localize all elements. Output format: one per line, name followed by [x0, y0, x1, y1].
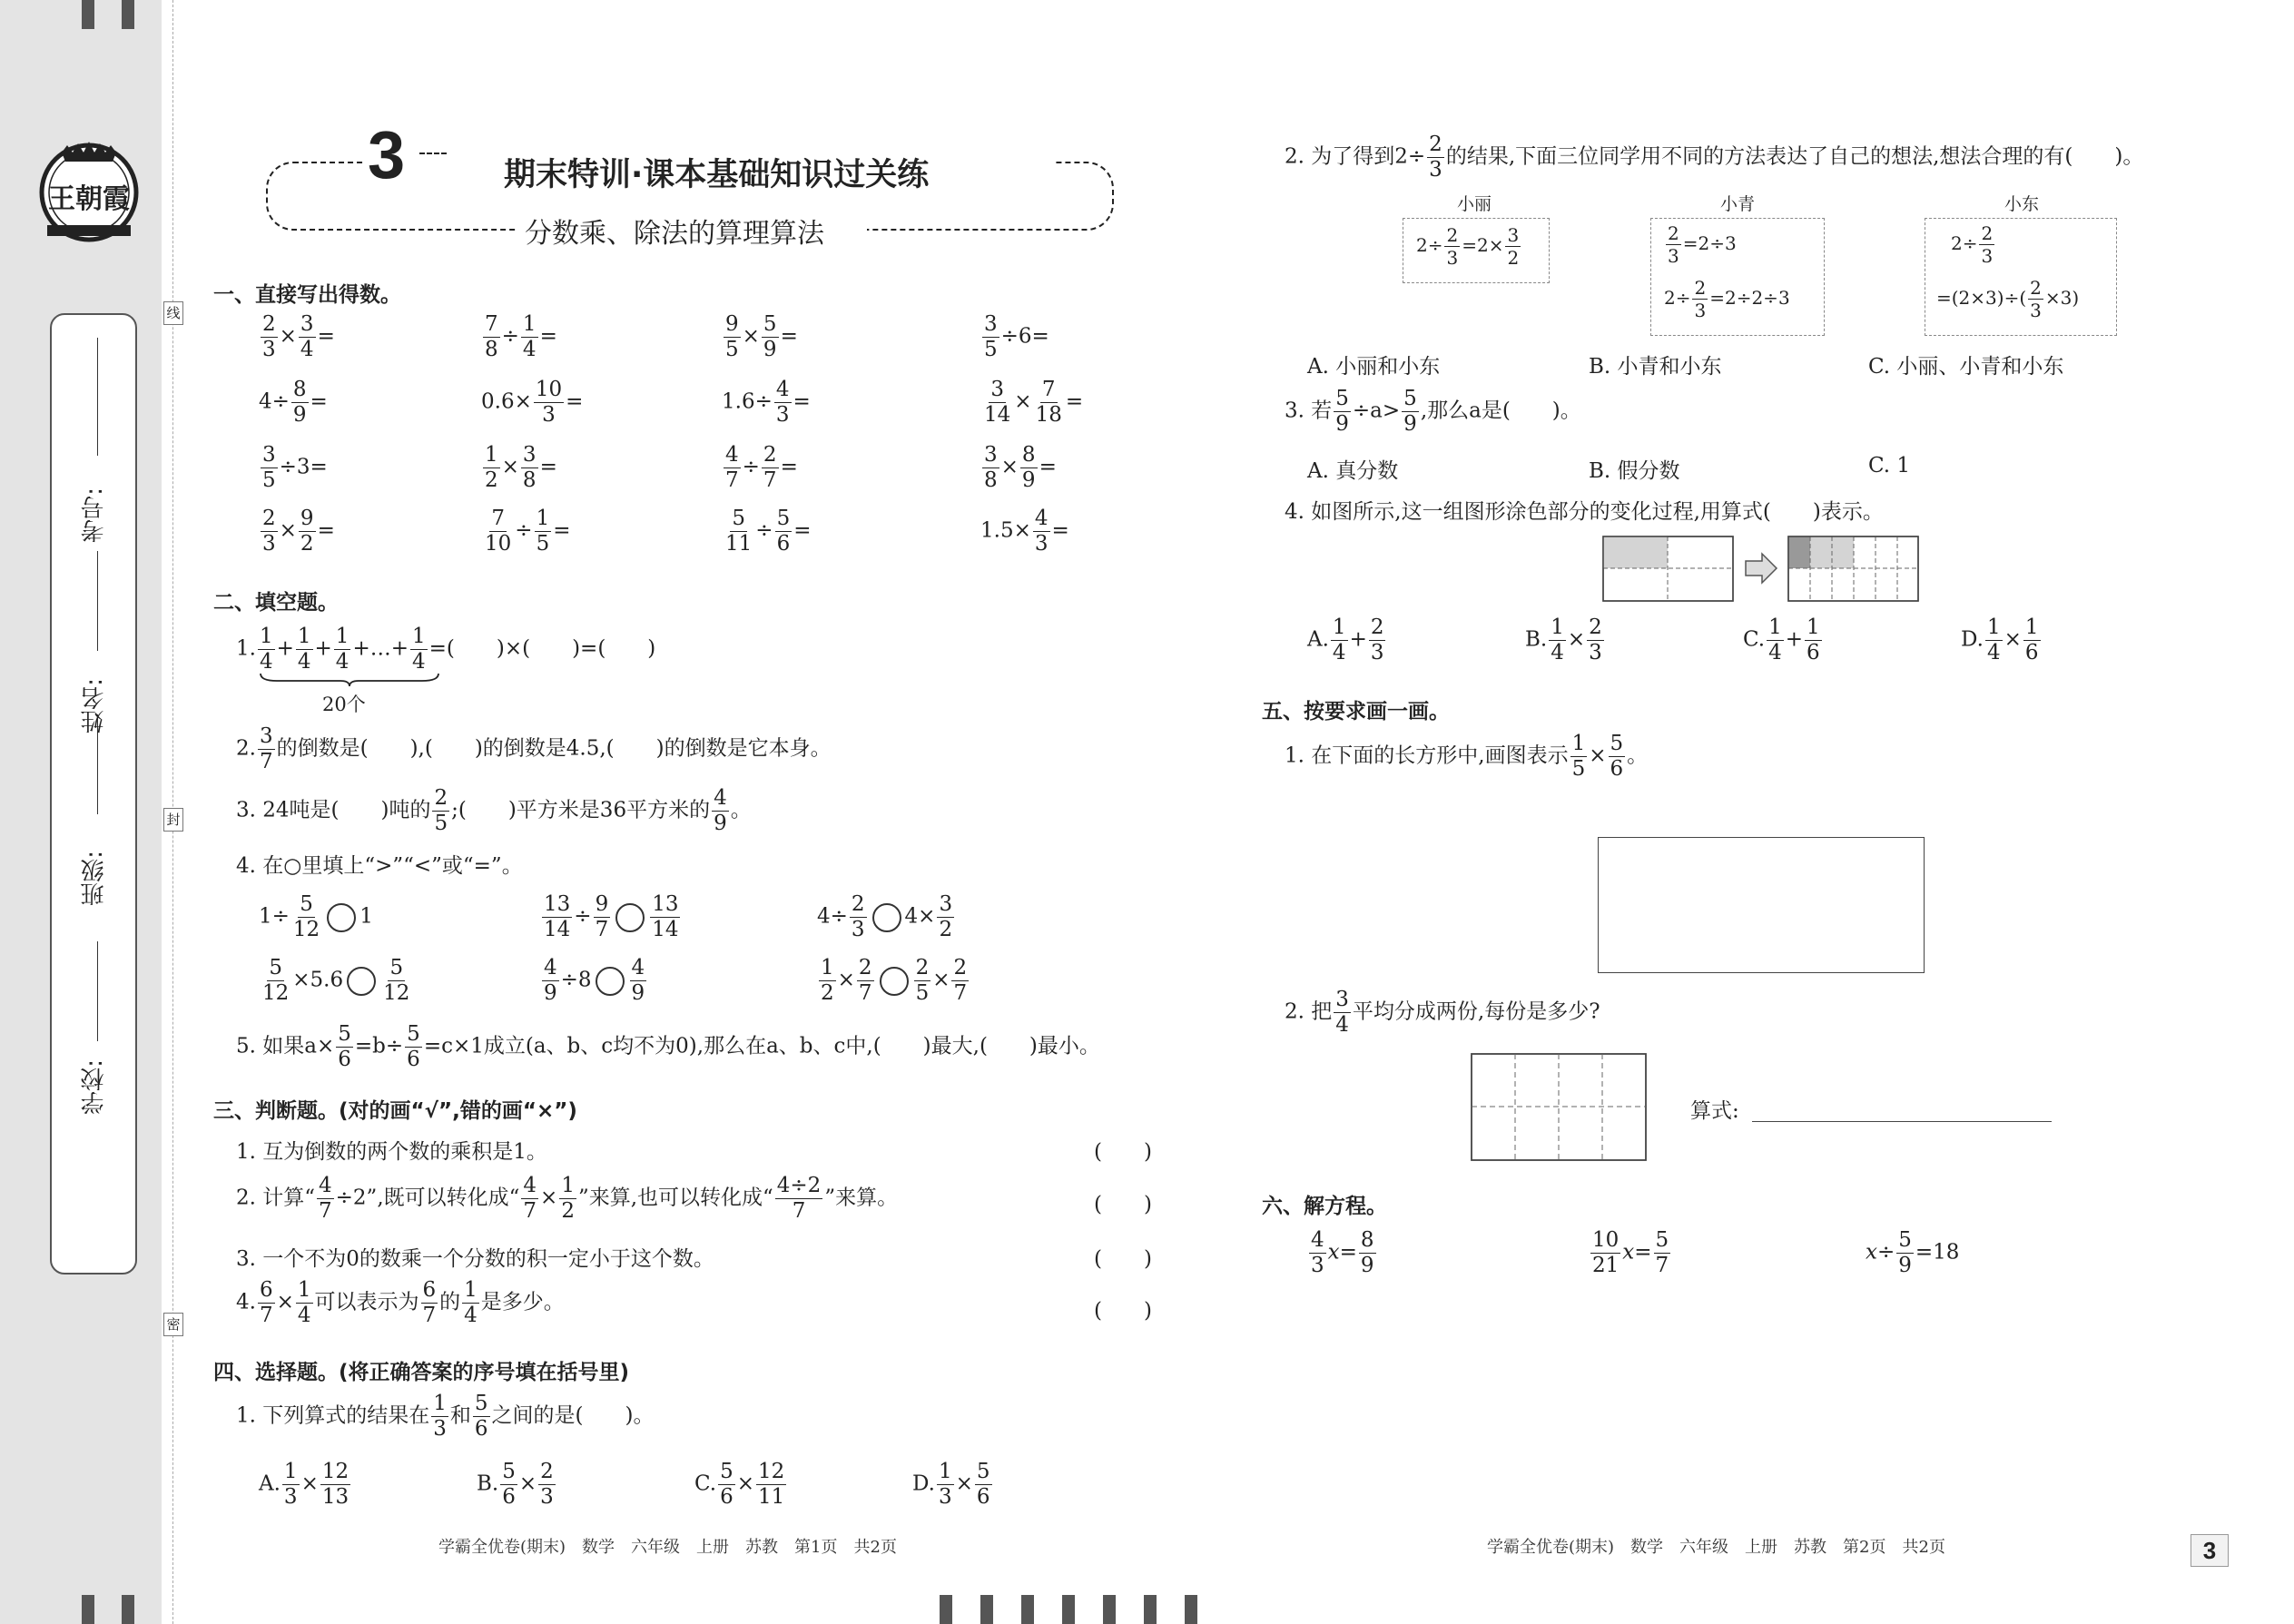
- choice-option[interactable]: A. 真分数: [1307, 459, 1399, 483]
- registration-mark: [1021, 1595, 1034, 1624]
- draw-q2: 2. 把: [1285, 999, 1333, 1024]
- brace-label: 20个: [322, 694, 366, 715]
- choice-q1: 1. 下列算式的结果在: [236, 1403, 430, 1428]
- compare-circle[interactable]: [347, 967, 376, 996]
- choice-option[interactable]: C. 1: [1868, 454, 1911, 477]
- fill-q4: 4. 在○里填上“>”“<”或“=”。: [236, 854, 523, 878]
- seal-mark: 密: [163, 1313, 183, 1336]
- logo-text: 王朝霞: [48, 183, 130, 215]
- compare-circle[interactable]: [596, 967, 625, 996]
- choice-q2: 2. 为了得到: [1285, 144, 1395, 169]
- choice-option[interactable]: B. $\frac{1}{4}$ × $\frac{2}{3}$: [1525, 615, 1602, 664]
- fill-q3-b: ;( )平方米是36平方米的: [451, 798, 711, 822]
- judge-q2-d: ”来算。: [824, 1186, 899, 1210]
- shading-diagram: [1602, 536, 1920, 604]
- student-info-box: [50, 313, 137, 1275]
- registration-mark: [122, 1595, 134, 1624]
- judge-answer[interactable]: ( ): [1094, 1247, 1152, 1271]
- judge-q4-b: 可以表示为: [314, 1290, 419, 1314]
- fill-q5-c: =c×1成立(a、b、c均不为0),那么在a、b、c中,( )最大,( )最小。: [423, 1034, 1100, 1058]
- method-box-xiaoli: 2÷ $\frac{2}{3}$ =2× $\frac{3}{2}$: [1403, 218, 1550, 283]
- choice-q3-b: ,那么a是( )。: [1420, 399, 1581, 423]
- choice-q3: 3. 若: [1285, 399, 1333, 423]
- choice-q1-b: 和: [449, 1403, 471, 1428]
- draw-q1-b: 。: [1627, 743, 1649, 768]
- compare-circle[interactable]: [880, 967, 909, 996]
- name-label: 姓名:: [81, 678, 108, 733]
- choice-q2-b: 的结果,下面三位同学用不同的方法表达了自己的想法,想法合理的有( )。: [1445, 144, 2144, 169]
- judge-q2: 2. 计算“: [236, 1186, 316, 1210]
- registration-mark: [980, 1595, 993, 1624]
- underbrace: [259, 672, 440, 686]
- registration-mark: [82, 0, 94, 29]
- choice-option[interactable]: C. $\frac{5}{6}$ × $\frac{12}{11}$: [694, 1460, 785, 1509]
- judge-q3: 3. 一个不为0的数乘一个分数的积一定小于这个数。: [236, 1247, 714, 1271]
- compare-circle[interactable]: [872, 903, 901, 932]
- fill-q2: 的倒数是( ),( )的倒数是4.5,( )的倒数是它本身。: [276, 736, 832, 761]
- class-label: 班级:: [81, 851, 108, 906]
- school-line[interactable]: [97, 941, 98, 1041]
- judge-answer[interactable]: ( ): [1094, 1193, 1152, 1216]
- student-name: 小丽: [1457, 194, 1492, 214]
- fill-q5: 5. 如果a×: [236, 1034, 335, 1058]
- fill-q5-b: =b÷: [354, 1034, 404, 1058]
- choice-q4: 4. 如图所示,这一组图形涂色部分的变化过程,用算式( )表示。: [1285, 500, 1884, 524]
- registration-mark: [1185, 1595, 1197, 1624]
- judge-q2-c: ”来算,也可以转化成“: [577, 1186, 773, 1210]
- student-name: 小青: [1720, 194, 1756, 214]
- footer: 学霸全优卷(期末) 数学 六年级 上册 苏教 第1页 共2页: [438, 1538, 897, 1557]
- judge-answer[interactable]: ( ): [1094, 1299, 1152, 1323]
- quarters-diagram[interactable]: [1471, 1053, 1647, 1162]
- school-label: 学校:: [81, 1059, 108, 1115]
- choice-q1-c: 之间的是( )。: [491, 1403, 655, 1428]
- name-line[interactable]: [97, 551, 98, 651]
- compare-circle[interactable]: [615, 903, 645, 932]
- draw-q1: 1. 在下面的长方形中,画图表示: [1285, 743, 1569, 768]
- exam-no-line[interactable]: [97, 338, 98, 456]
- choice-option[interactable]: B. 假分数: [1589, 459, 1680, 483]
- section-title: 二、填空题。: [213, 591, 339, 615]
- registration-mark: [940, 1595, 952, 1624]
- judge-answer[interactable]: ( ): [1094, 1140, 1152, 1164]
- seal-mark: 线: [163, 301, 183, 325]
- registration-mark: [1103, 1595, 1116, 1624]
- registration-mark: [82, 1595, 94, 1624]
- judge-q1: 1. 互为倒数的两个数的乘积是1。: [236, 1140, 547, 1164]
- equation: $\frac{10}{21}$ x= $\frac{5}{7}$: [1592, 1228, 1669, 1277]
- student-name: 小东: [2004, 194, 2040, 214]
- choice-option[interactable]: A. $\frac{1}{3}$ × $\frac{12}{13}$: [259, 1460, 350, 1509]
- page-subtitle: 分数乘、除法的算理算法: [525, 218, 824, 250]
- formula-label: 算式:: [1690, 1099, 1739, 1123]
- compare-circle[interactable]: [327, 903, 356, 932]
- judge-q4: 4.: [236, 1290, 256, 1314]
- publisher-logo: [34, 136, 143, 245]
- registration-mark: [1144, 1595, 1157, 1624]
- judge-q4-c: 的: [439, 1290, 461, 1314]
- method-box-xiaoqing: $\frac{2}{3}$ =2÷3 2÷ $\frac{2}{3}$ =2÷2÷3: [1650, 218, 1825, 336]
- method-box-xiaodong: 2÷ $\frac{2}{3}$ =(2×3)÷( $\frac{2}{3}$ ×3): [1925, 218, 2117, 336]
- page-title: 期末特训·课本基础知识过关练: [504, 157, 930, 193]
- judge-q4-d: 是多少。: [480, 1290, 565, 1314]
- registration-mark: [1062, 1595, 1075, 1624]
- header-number: 3: [368, 117, 406, 192]
- exam-no-label: 考号:: [81, 487, 108, 543]
- page-number: 3: [2191, 1534, 2229, 1567]
- formula-answer-line[interactable]: [1752, 1121, 2052, 1122]
- fill-q3: 3. 24吨是( )吨的: [236, 798, 431, 822]
- choice-option[interactable]: D. $\frac{1}{4}$ × $\frac{1}{6}$: [1961, 615, 2039, 664]
- draw-q2-b: 平均分成两份,每份是多少?: [1352, 999, 1600, 1024]
- fill-q1: =( )×( )=( ): [428, 636, 656, 661]
- fill-q3-c: 。: [730, 798, 752, 822]
- section-title: 五、按要求画一画。: [1262, 700, 1450, 723]
- header-dash: [419, 153, 447, 154]
- section-title: 六、解方程。: [1262, 1195, 1387, 1218]
- equation: x÷ $\frac{5}{9}$ =18: [1866, 1228, 1960, 1277]
- fill-q2-num: 2.: [236, 736, 256, 761]
- choice-option[interactable]: D. $\frac{1}{3}$ × $\frac{5}{6}$: [912, 1460, 990, 1509]
- choice-option[interactable]: C. $\frac{1}{4}$ + $\frac{1}{6}$: [1743, 615, 1820, 664]
- choice-option[interactable]: B. 小青和小东: [1589, 355, 1722, 379]
- choice-option[interactable]: C. 小丽、小青和小东: [1868, 355, 2064, 379]
- section-title: 一、直接写出得数。: [213, 283, 401, 307]
- choice-option[interactable]: B. $\frac{5}{6}$ × $\frac{2}{3}$: [477, 1460, 554, 1509]
- section-title: 四、选择题。(将正确答案的序号填在括号里): [213, 1361, 630, 1384]
- drawing-rectangle[interactable]: [1598, 837, 1925, 973]
- choice-option[interactable]: A. 小丽和小东: [1307, 355, 1441, 379]
- section-title: 三、判断题。(对的画“√”,错的画“×”): [213, 1099, 577, 1123]
- registration-mark: [122, 0, 134, 29]
- choice-option[interactable]: A. $\frac{1}{4}$ + $\frac{2}{3}$: [1307, 615, 1384, 664]
- footer: 学霸全优卷(期末) 数学 六年级 上册 苏教 第2页 共2页: [1487, 1538, 1945, 1557]
- judge-q2-b: ÷2”,既可以转化成“: [335, 1186, 520, 1210]
- equation: $\frac{4}{3}$ x= $\frac{8}{9}$: [1311, 1228, 1374, 1277]
- seal-mark: 封: [163, 808, 183, 832]
